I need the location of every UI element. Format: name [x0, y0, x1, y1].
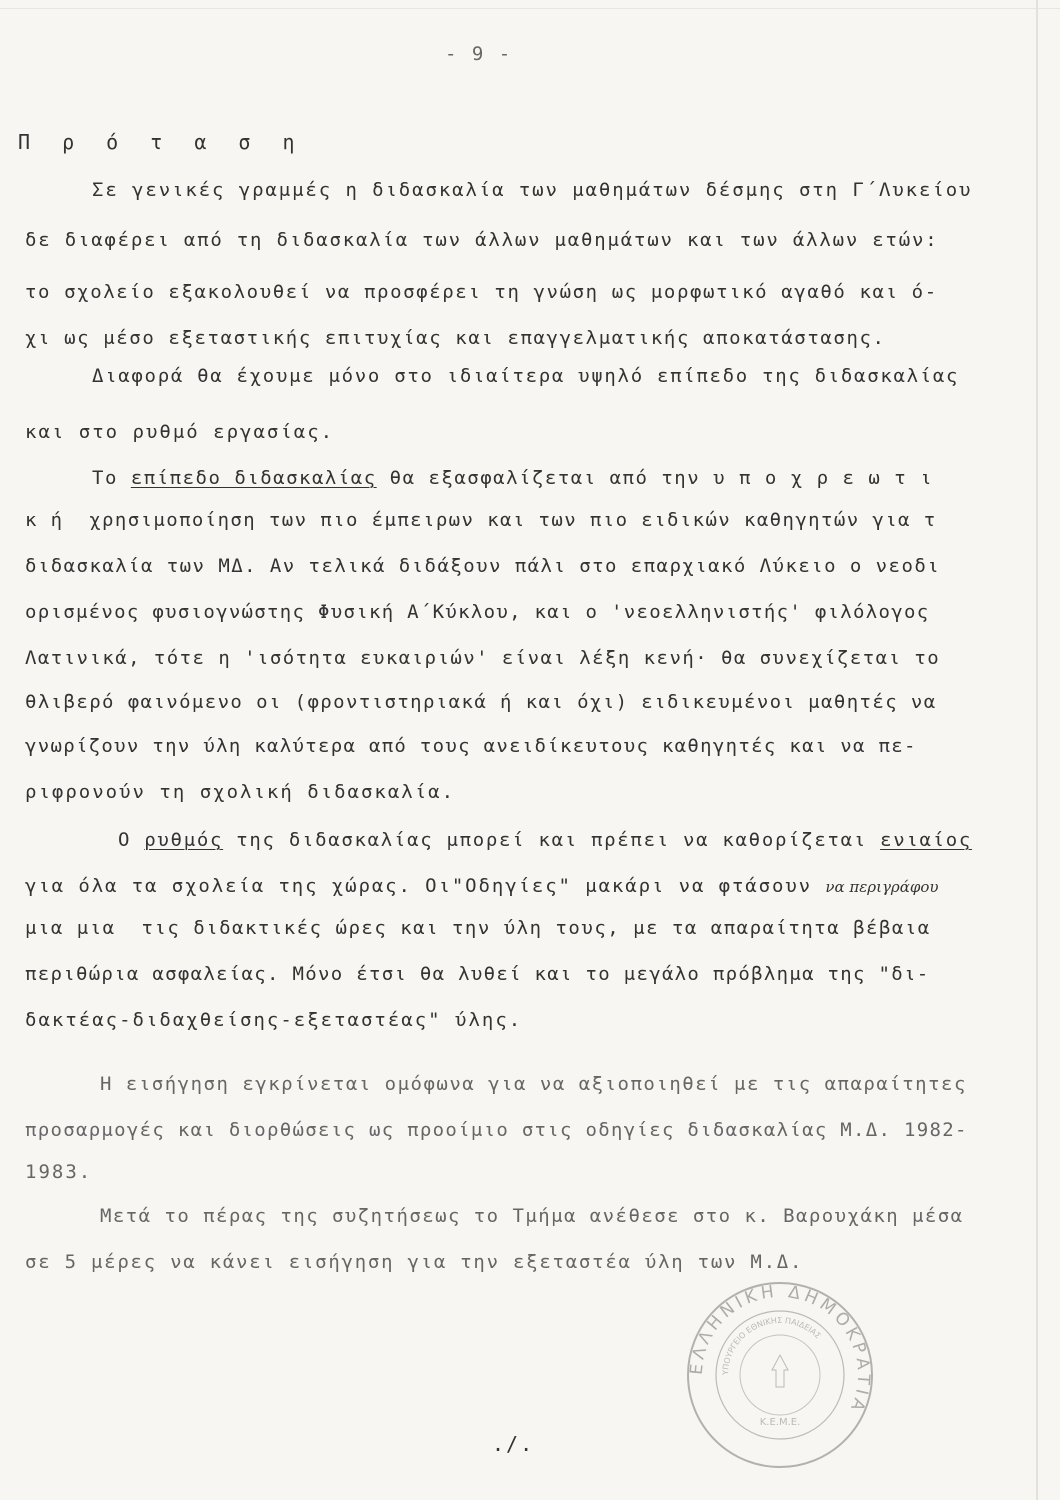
body-line-15-mid: της διδασκαλίας μπορεί και πρέπει να καθορίζεται — [236, 829, 867, 851]
body-line-11: Λατινικά, τότε η 'ισότητα ευκαιριών' είναι λέξη κενή· θα συνεχίζεται το — [25, 647, 941, 669]
o-word: Ο — [118, 829, 145, 851]
stamp-outer-text: ΕΛΛΗΝΙΚΗ ΔΗΜΟΚΡΑΤΙΑ — [686, 1281, 874, 1418]
stamp-inner-text: ΥΠΟΥΡΓΕΙΟ ΕΘΝΙΚΗΣ ΠΑΙΔΕΙΑΣ — [720, 1315, 823, 1376]
body-line-16 — [25, 874, 939, 899]
handwritten-insertion: να περιγράφου — [825, 878, 939, 896]
body-line-17: μια μια τις διδακτικές ώρες και την ύλη τους, με τα απαραίτητα βέβαια — [25, 917, 931, 939]
body-line-21: προσαρμογές και διορθώσεις ως προοίμιο στις οδηγίες διδασκαλίας Μ.Δ. 1982- — [25, 1119, 968, 1141]
body-line-16-text: για όλα τα σχολεία της χώρας. Οι"Οδηγίες" μακάρι να φτάσουν — [25, 875, 812, 897]
page-number: - 9 - — [445, 43, 513, 65]
body-line-6: και στο ρυθμό εργασίας. — [25, 421, 335, 443]
body-line-7 — [92, 466, 933, 490]
body-line-18: περιθώρια ασφαλείας. Μόνο έτσι θα λυθεί και το μεγάλο πρόβλημα της "δι- — [25, 963, 930, 985]
paper-edge-right — [1036, 0, 1038, 1500]
to-word: Το — [92, 467, 131, 489]
body-line-1: Σε γενικές γραμμές η διδασκαλία των μαθημάτων δέσμης στη Γ΄Λυκείου — [92, 179, 973, 201]
body-line-22: 1983. — [25, 1161, 93, 1183]
svg-text:ΕΛΛΗΝΙΚΗ ΔΗΜΟΚΡΑΤΙΑ — [687, 1282, 874, 1418]
body-line-15 — [118, 828, 972, 852]
body-line-13: γνωρίζουν την ύλη καλύτερα από τους ανειδίκευτους καθηγητές και να πε- — [25, 735, 917, 757]
stamp-bottom-text: Κ.Ε.Μ.Ε. — [759, 1417, 801, 1428]
body-line-23: Μετά το πέρας της συζητήσεως το Τμήμα ανέθεσε στο κ. Βαρουχάκη μέσα — [100, 1205, 964, 1227]
body-line-14: ριφρονούν τη σχολική διδασκαλία. — [25, 781, 456, 803]
underlined-rythmos: ρυθμός — [144, 829, 224, 851]
body-line-24: σε 5 μέρες να κάνει εισήγηση για την εξεταστέα ύλη των Μ.Δ. — [25, 1251, 804, 1273]
body-line-12: θλιβερό φαινόμενο οι (φροντιστηριακά ή και όχι) ειδικευμένοι μαθητές να — [25, 691, 937, 713]
body-line-5: Διαφορά θα έχουμε μόνο στο ιδιαίτερα υψηλό επίπεδο της διδασκαλίας — [92, 365, 960, 387]
section-heading: Π ρ ό τ α σ η — [18, 130, 305, 154]
body-line-3: το σχολείο εξακολουθεί να προσφέρει τη γνώση ως μορφωτικό αγαθό και ό- — [25, 281, 938, 303]
body-line-19: δακτέας-διδαχθείσης-εξεταστέας" ύλης. — [25, 1009, 523, 1031]
body-line-7-rest: θα εξασφαλίζεται από την υ π ο χ ρ ε ω τ ι — [389, 467, 934, 489]
body-line-20: Η εισήγηση εγκρίνεται ομόφωνα για να αξιοποιηθεί με τις απαραίτητες — [100, 1073, 967, 1095]
end-mark: ./. — [492, 1432, 535, 1456]
underlined-epipedo: επίπεδο διδασκαλίας — [130, 467, 377, 489]
body-line-2: δε διαφέρει από τη διδασκαλία των άλλων μαθημάτων και των άλλων ετών: — [25, 229, 939, 251]
stamp-emblem-icon — [772, 1355, 788, 1387]
body-line-8: κ ή χρησιμοποίηση των πιο έμπειρων και των πιο ειδικών καθηγητών για τ — [25, 509, 937, 531]
body-line-9: διδασκαλία των ΜΔ. Αν τελικά διδάξουν πάλι στο επαρχιακό Λύκειο ο νεοδι — [25, 555, 941, 577]
official-stamp — [680, 1275, 880, 1475]
paper-edge-top — [0, 8, 1060, 9]
body-line-10: ορισμένος φυσιογνώστης Φυσική Α΄Κύκλου, και ο 'νεοελληνιστής' φιλόλογος — [25, 601, 930, 623]
body-line-4: χι ως μέσο εξεταστικής επιτυχίας και επαγγελματικής αποκατάστασης. — [25, 327, 886, 349]
underlined-eniaios: ενιαίος — [880, 829, 973, 851]
